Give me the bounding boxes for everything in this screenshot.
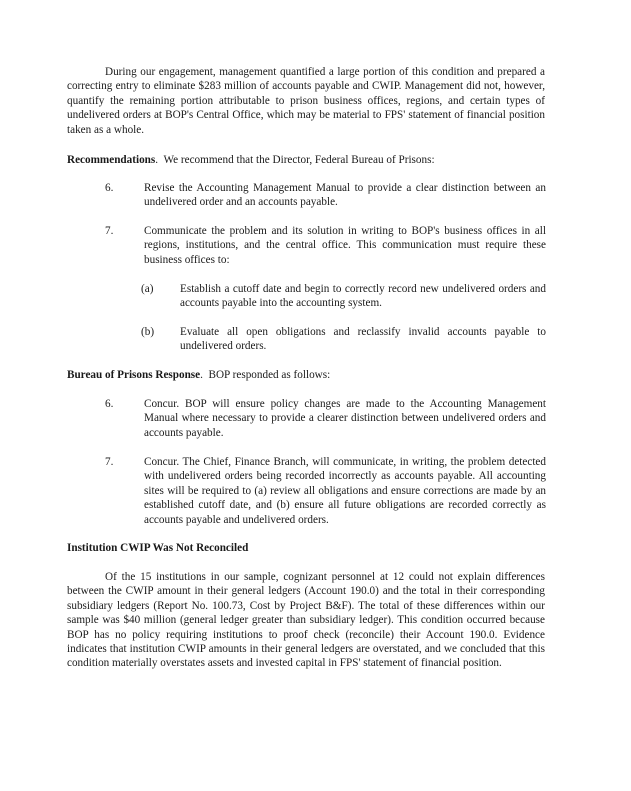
sub-item-text: Establish a cutoff date and begin to correctly record new undelivered orders and accounts payable into the accounting system. — [180, 283, 546, 310]
response-line — [67, 368, 547, 382]
cwip-heading: Institution CWIP Was Not Reconciled — [67, 542, 249, 554]
sub-item-label: (b) — [141, 326, 155, 338]
heading-period: . — [155, 154, 159, 166]
sub-item-text: Evaluate all open obligations and reclassify invalid accounts payable to undelivered orders. — [180, 326, 546, 353]
intro-paragraph: During our engagement, management quantified a large portion of this condition and prepared a correcting entry to eliminate $283 million of accounts payable and CWIP. Management did not, however, quantify the remaining portion attributable to prison business offices, regions, and certain types of undelivered orders at BOP's Central Office, which may be material to FPS' statement of financial position taken as a whole. — [67, 66, 545, 136]
item-number: 7. — [105, 456, 114, 468]
item-text: Communicate the problem and its solution in writing to BOP's business offices in all regions, institutions, and the central office. This communication must require these business offices to: — [144, 225, 546, 266]
item-text: Revise the Accounting Management Manual to provide a clear distinction between an undelivered order and an accounts payable. — [144, 182, 546, 209]
item-text: Concur. BOP will ensure policy changes are made to the Accounting Management Manual where necessary to provide a clearer distinction between undelivered orders and accounts payable. — [144, 398, 546, 439]
response-lead: BOP responded as follows: — [208, 369, 331, 381]
recommendations-lead: We recommend that the Director, Federal Bureau of Prisons: — [163, 154, 435, 166]
cwip-paragraph: Of the 15 institutions in our sample, cognizant personnel at 12 could not explain differences between the CWIP amount in their general ledgers (Account 190.0) and the total in their corresponding subsidiary ledgers (Report No. 100.73, Cost by Project B&F). The total of these differences within our sample was $40 million (general ledger greater than subsidiary ledger). This condition occurred because BOP has no policy requiring institutions to proof check (reconcile) their Account 190.0. Evidence indicates that institution CWIP amounts in their general ledgers are overstated, and we concluded that this condition materially overstates assets and invested capital in FPS' statement of financial position. — [67, 571, 545, 670]
heading-period: . — [200, 369, 203, 381]
response-heading: Bureau of Prisons Response — [67, 369, 201, 381]
sub-item-label: (a) — [141, 283, 154, 295]
recommendations-line — [67, 153, 547, 167]
item-number: 7. — [105, 225, 114, 237]
recommendations-heading: Recommendations — [67, 154, 156, 166]
item-text: Concur. The Chief, Finance Branch, will communicate, in writing, the problem detected with undelivered orders being recorded incorrectly as accounts payable. All accounting sites will be required to (a) review all obligations and ensure corrections are made by an established cutoff date, and (b) ensure all future obligations are recorded correctly as accounts payable and undelivered orders. — [144, 456, 546, 526]
item-number: 6. — [105, 398, 114, 410]
item-number: 6. — [105, 182, 114, 194]
